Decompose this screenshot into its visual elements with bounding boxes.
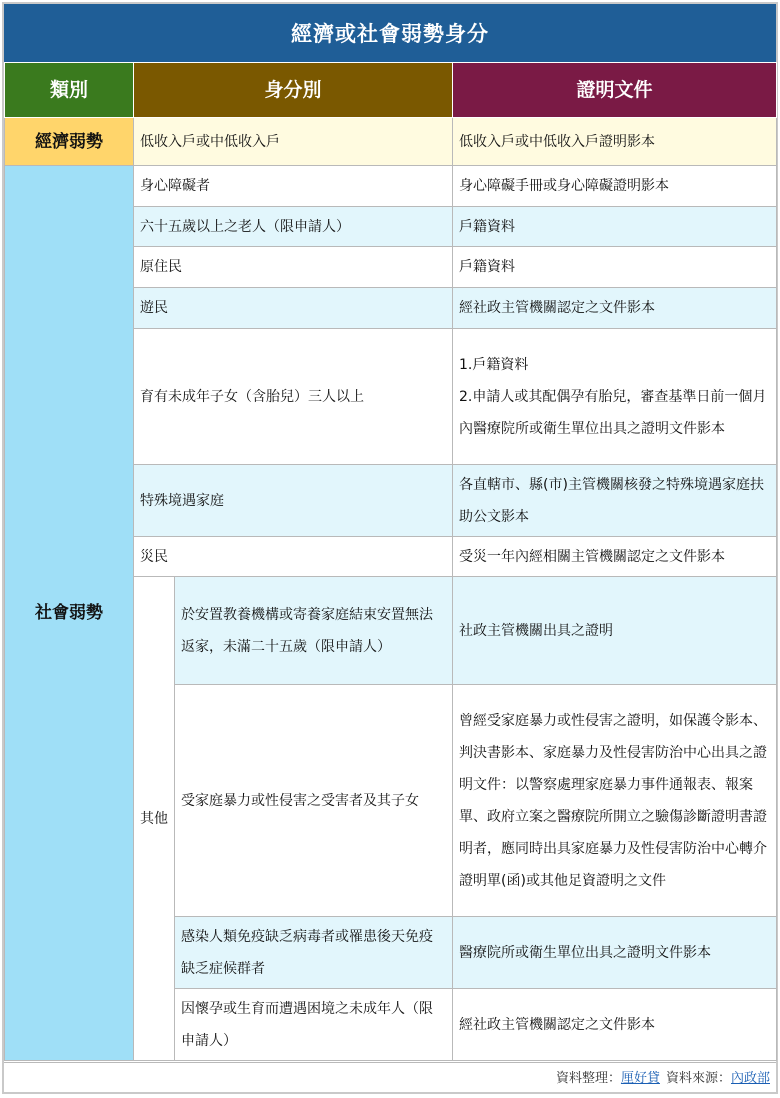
document-cell: [453, 329, 777, 465]
document-cell: 受災一年內經相關主管機關認定之文件影本: [453, 537, 777, 577]
status-cell: 受家庭暴力或性侵害之受害者及其子女: [175, 685, 453, 917]
header-row: [5, 63, 777, 118]
eligibility-table: [4, 62, 777, 1061]
header-category: 類別: [5, 63, 134, 118]
document-cell: 社政主管機關出具之證明: [453, 577, 777, 685]
document-cell: 醫療院所或衛生單位出具之證明文件影本: [453, 917, 777, 989]
status-cell: 因懷孕或生育而遭遇困境之未成年人（限申請人）: [175, 989, 453, 1061]
compiled-label: 資料整理：: [555, 1071, 621, 1086]
compiled-by-link[interactable]: 厘好貸: [620, 1071, 660, 1086]
document-cell: 戶籍資料: [453, 207, 777, 247]
status-cell: 低收入戶或中低收入戶: [134, 118, 453, 166]
document-cell: 戶籍資料: [453, 247, 777, 288]
category-social: 社會弱勢: [5, 166, 134, 1061]
status-cell: 感染人類免疫缺乏病毒者或罹患後天免疫缺乏症候群者: [175, 917, 453, 989]
document-cell: 經社政主管機關認定之文件影本: [453, 989, 777, 1061]
document-cell: 低收入戶或中低收入戶證明影本: [453, 118, 777, 166]
status-cell: 原住民: [134, 247, 453, 288]
document-line: 1.戶籍資料: [459, 356, 529, 373]
status-cell: 於安置教養機構或寄養家庭結束安置無法返家，未滿二十五歲（限申請人）: [175, 577, 453, 685]
table-row: [5, 118, 777, 166]
document-cell: 各直轄市、縣(市)主管機關核發之特殊境遇家庭扶助公文影本: [453, 465, 777, 537]
status-cell: 六十五歲以上之老人（限申請人）: [134, 207, 453, 247]
document-cell: 身心障礙手冊或身心障礙證明影本: [453, 166, 777, 207]
status-cell: 育有未成年子女（含胎兒）三人以上: [134, 329, 453, 465]
table-row: [5, 166, 777, 207]
header-document: 證明文件: [453, 63, 777, 118]
footer-credits: [4, 1062, 776, 1090]
status-cell: 遊民: [134, 288, 453, 329]
header-status: 身分別: [134, 63, 453, 118]
status-cell: 特殊境遇家庭: [134, 465, 453, 537]
document-cell: 經社政主管機關認定之文件影本: [453, 288, 777, 329]
document-cell: 曾經受家庭暴力或性侵害之證明，如保護令影本、判決書影本、家庭暴力及性侵害防治中心出具之證明文件：以警察處理家庭暴力事件通報表、報案單、政府立案之醫療院所開立之驗傷診斷證明書證明者，應同時出具家庭暴力及性侵害防治中心轉介證明單(函)或其他足資證明之文件: [453, 685, 777, 917]
other-group-label: 其他: [134, 577, 175, 1061]
source-link[interactable]: 內政部: [730, 1071, 770, 1086]
status-cell: 災民: [134, 537, 453, 577]
source-label: 資料來源：: [665, 1071, 731, 1086]
status-cell: 身心障礙者: [134, 166, 453, 207]
category-economic: 經濟弱勢: [5, 118, 134, 166]
document-line: 2.申請人或其配偶孕有胎兒，審查基準日前一個月內醫療院所或衛生單位出具之證明文件影本: [459, 388, 767, 437]
page-title: 經濟或社會弱勢身分: [4, 4, 776, 62]
